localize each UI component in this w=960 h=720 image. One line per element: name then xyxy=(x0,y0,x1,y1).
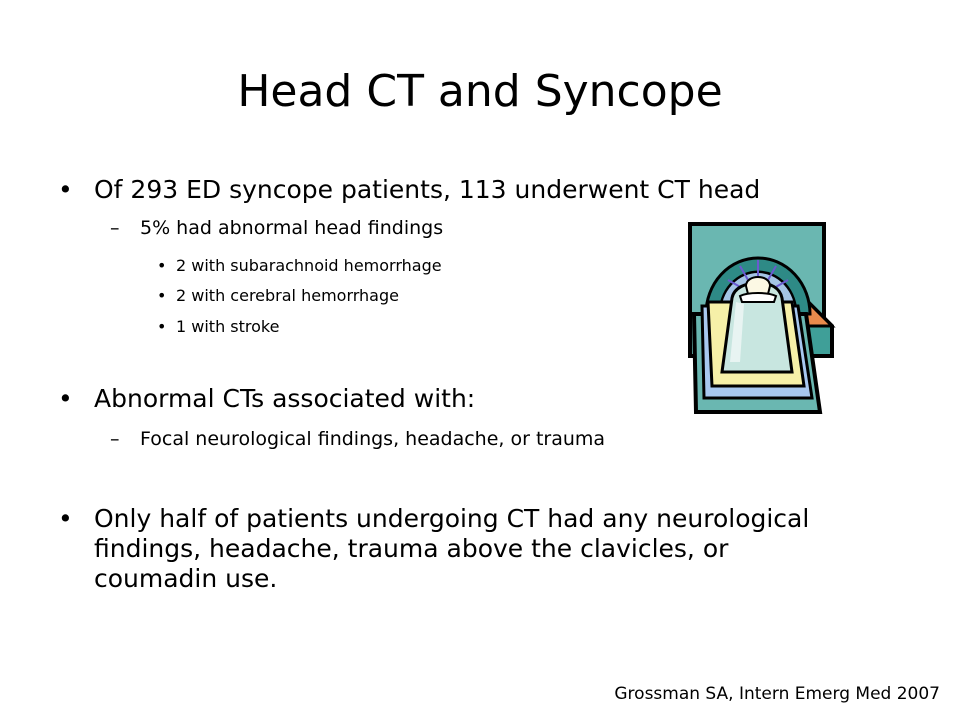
bullet-glyph: • xyxy=(157,256,167,275)
sub-sub-bullet-text: 1 with stroke xyxy=(176,317,280,336)
ct-scanner-icon xyxy=(688,222,836,414)
bullet-text: Of 293 ED syncope patients, 113 underwent CT head xyxy=(94,175,761,204)
sub-sub-bullet-text: 2 with subarachnoid hemorrhage xyxy=(176,256,442,275)
bullet-text: Only half of patients undergoing CT had any neurological findings, headache, trauma above the clavicles, or coumadin use. xyxy=(94,504,810,593)
sub-bullet-text: Focal neurological findings, headache, or trauma xyxy=(140,428,606,450)
bullet-text: Abnormal CTs associated with: xyxy=(94,384,476,413)
sub-sub-bullet-text: 2 with cerebral hemorrhage xyxy=(176,286,399,305)
sub-bullet-text: 5% had abnormal head findings xyxy=(140,217,444,239)
dash-glyph: – xyxy=(110,428,120,450)
slide-title: Head CT and Syncope xyxy=(237,66,723,117)
bullet-glyph: • xyxy=(58,504,73,533)
bullet-glyph: • xyxy=(58,384,73,413)
bullet-glyph: • xyxy=(58,175,73,204)
bullet-glyph: • xyxy=(157,317,167,336)
dash-glyph: – xyxy=(110,217,120,239)
bullet-glyph: • xyxy=(157,286,167,305)
citation: Grossman SA, Intern Emerg Med 2007 xyxy=(614,684,940,704)
